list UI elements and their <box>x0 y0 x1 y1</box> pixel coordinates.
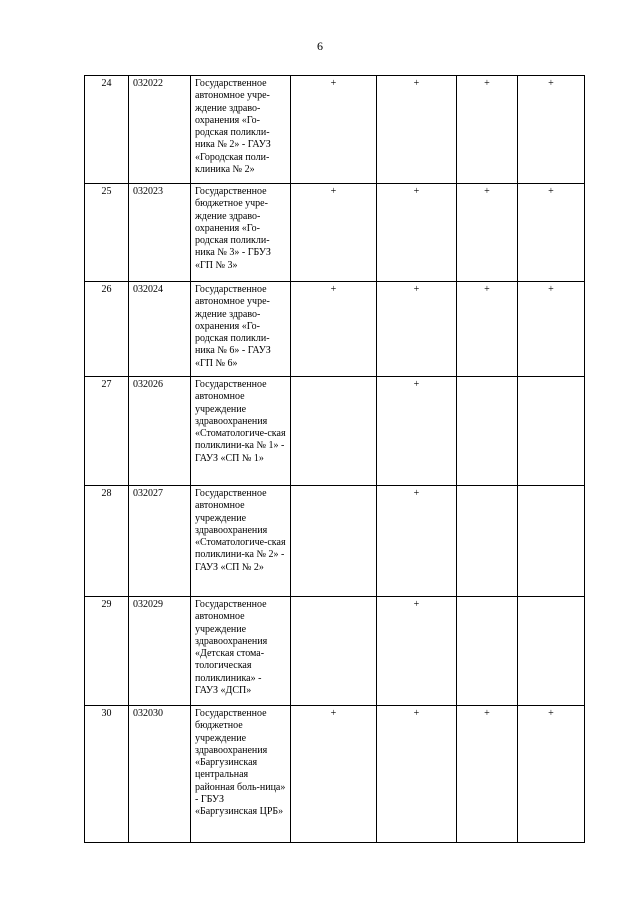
mark-cell: + <box>457 76 518 184</box>
mark-cell: + <box>518 282 585 377</box>
org-name-cell: Государственное автономное учреждение здравоохранения «Стоматологиче-ская поликлини-ка № 1» - ГАУЗ «СП № 1» <box>191 377 291 486</box>
table-row <box>85 377 585 486</box>
row-number-cell: 24 <box>85 76 129 184</box>
row-number-cell: 29 <box>85 597 129 706</box>
mark-cell: + <box>457 706 518 843</box>
org-code-cell: 032030 <box>129 706 191 843</box>
org-name-cell: Государственное бюджетное учреждение здравоохранения «Баргузинская центральная районная боль-ница» - ГБУЗ «Баргузинская ЦРБ» <box>191 706 291 843</box>
mark-cell <box>291 486 377 597</box>
mark-cell: + <box>291 184 377 282</box>
mark-cell: + <box>377 597 457 706</box>
table-row <box>85 184 585 282</box>
mark-cell: + <box>291 76 377 184</box>
table-row <box>85 76 585 184</box>
mark-cell: + <box>518 706 585 843</box>
row-number-cell: 25 <box>85 184 129 282</box>
mark-cell: + <box>291 282 377 377</box>
mark-cell <box>457 486 518 597</box>
org-name-cell: Государственное автономное учре-ждение здраво-охранения «Го-родская поликли-ника № 6» - ГАУЗ «ГП № 6» <box>191 282 291 377</box>
org-name-cell: Государственное автономное учреждение здравоохранения «Стоматологиче-ская поликлини-ка № 2» - ГАУЗ «СП № 2» <box>191 486 291 597</box>
org-code-cell: 032029 <box>129 597 191 706</box>
org-code-cell: 032027 <box>129 486 191 597</box>
mark-cell <box>457 377 518 486</box>
mark-cell <box>518 486 585 597</box>
registry-table <box>84 75 585 843</box>
row-number-cell: 27 <box>85 377 129 486</box>
mark-cell <box>291 377 377 486</box>
page-number: 6 <box>317 39 323 53</box>
row-number-cell: 26 <box>85 282 129 377</box>
table-row <box>85 282 585 377</box>
org-code-cell: 032024 <box>129 282 191 377</box>
table-row <box>85 486 585 597</box>
table-row <box>85 597 585 706</box>
org-name-cell: Государственное бюджетное учре-ждение здраво-охранения «Го-родская поликли-ника № 3» - ГБУЗ «ГП № 3» <box>191 184 291 282</box>
org-name-cell: Государственное автономное учреждение здравоохранения «Детская стома-тологическая поликлиника» - ГАУЗ «ДСП» <box>191 597 291 706</box>
mark-cell: + <box>518 76 585 184</box>
mark-cell: + <box>291 706 377 843</box>
mark-cell <box>291 597 377 706</box>
mark-cell: + <box>377 377 457 486</box>
mark-cell: + <box>377 282 457 377</box>
mark-cell: + <box>377 76 457 184</box>
org-code-cell: 032026 <box>129 377 191 486</box>
org-code-cell: 032023 <box>129 184 191 282</box>
mark-cell: + <box>518 184 585 282</box>
org-code-cell: 032022 <box>129 76 191 184</box>
mark-cell: + <box>377 184 457 282</box>
mark-cell <box>518 377 585 486</box>
mark-cell: + <box>377 706 457 843</box>
mark-cell <box>518 597 585 706</box>
mark-cell: + <box>457 184 518 282</box>
table-row <box>85 706 585 843</box>
mark-cell: + <box>457 282 518 377</box>
mark-cell: + <box>377 486 457 597</box>
mark-cell <box>457 597 518 706</box>
row-number-cell: 28 <box>85 486 129 597</box>
org-name-cell: Государственное автономное учре-ждение здраво-охранения «Го-родская поликли-ника № 2» - ГАУЗ «Городская поли-клиника № 2» <box>191 76 291 184</box>
row-number-cell: 30 <box>85 706 129 843</box>
